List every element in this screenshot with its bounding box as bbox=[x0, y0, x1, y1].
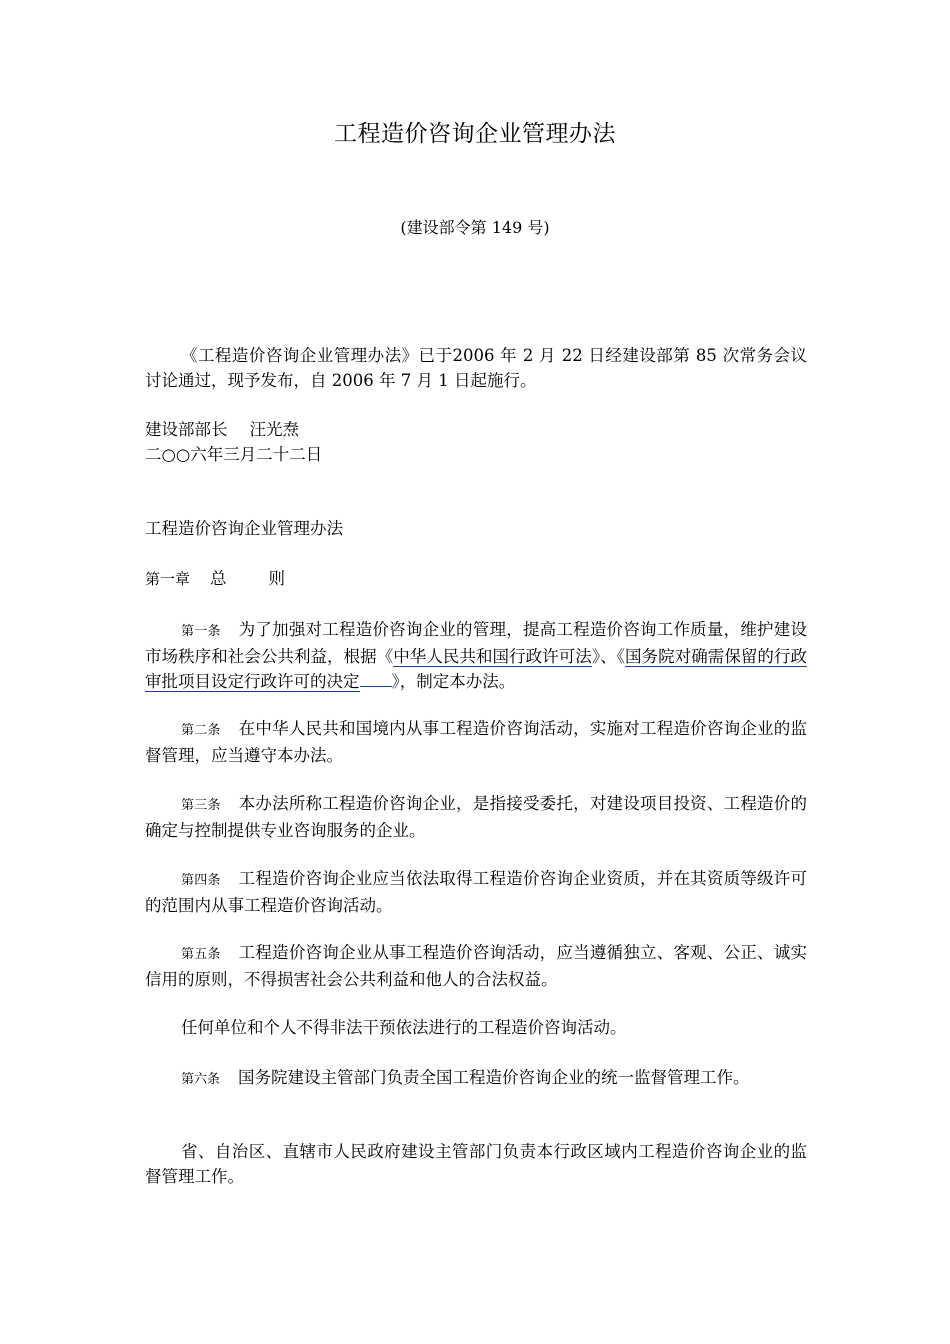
link-underline-pad bbox=[360, 685, 392, 687]
article-5 bbox=[145, 940, 807, 992]
article-label: 第四条 bbox=[181, 873, 221, 888]
body-title: 工程造价咨询企业管理办法 bbox=[145, 519, 343, 538]
law-link-administrative-licensing[interactable]: 中华人民共和国行政许可法 bbox=[393, 647, 592, 666]
article-4 bbox=[145, 866, 807, 918]
chapter-name-part1: 总 bbox=[210, 569, 227, 588]
article-6-paragraph-2 bbox=[145, 1139, 807, 1189]
article-label: 第五条 bbox=[181, 947, 221, 962]
signer-name: 汪光焘 bbox=[249, 420, 299, 439]
intro-paragraph: 《工程造价咨询企业管理办法》已于2006 年 2 月 22 日经建设部第 85 次常务会议讨论通过，现予发布，自 2006 年 7 月 1 日起施行。 bbox=[145, 346, 807, 390]
article-text-after: 》，制定本办法。 bbox=[391, 672, 516, 691]
article-text: 本办法所称工程造价咨询企业，是指接受委托，对建设项目投资、工程造价的确定与控制提供专业咨询服务的企业。 bbox=[145, 794, 807, 840]
article-label: 第三条 bbox=[181, 798, 221, 813]
article-2 bbox=[145, 716, 807, 768]
article-1 bbox=[145, 617, 807, 694]
signer-line bbox=[145, 417, 807, 442]
chapter-number: 第一章 bbox=[145, 570, 191, 588]
chapter-heading bbox=[145, 566, 807, 592]
article-text: 任何单位和个人不得非法干预依法进行的工程造价咨询活动。 bbox=[181, 1018, 627, 1037]
article-label: 第二条 bbox=[181, 723, 221, 738]
article-text: 为了加强对工程造价咨询企业的管理，提高工程造价咨询工作质量，维护建设市场秩序和社会公共利益，根据《 bbox=[145, 620, 807, 666]
article-text: 国务院建设主管部门负责全国工程造价咨询企业的统一监督管理工作。 bbox=[238, 1068, 750, 1087]
document-subtitle: (建设部令第 149 号) bbox=[400, 218, 550, 237]
article-text-middle: 》、《 bbox=[591, 647, 626, 666]
article-label: 第六条 bbox=[181, 1072, 221, 1087]
chapter-name-part2: 则 bbox=[268, 569, 286, 588]
document-date: 二○○六年三月二十二日 bbox=[145, 445, 323, 464]
document-title: 工程造价咨询企业管理办法 bbox=[334, 121, 616, 147]
article-6 bbox=[145, 1065, 807, 1092]
article-text: 在中华人民共和国境内从事工程造价咨询活动，实施对工程造价咨询企业的监督管理，应当遵守本办法。 bbox=[145, 719, 807, 765]
article-text: 工程造价咨询企业应当依法取得工程造价咨询企业资质，并在其资质等级许可的范围内从事工程造价咨询活动。 bbox=[145, 869, 807, 915]
signer-title: 建设部部长 bbox=[145, 420, 228, 439]
article-label: 第一条 bbox=[181, 624, 221, 639]
article-5-paragraph-2 bbox=[145, 1015, 807, 1040]
article-text: 工程造价咨询企业从事工程造价咨询活动，应当遵循独立、客观、公正、诚实信用的原则，不得损害社会公共利益和他人的合法权益。 bbox=[145, 943, 807, 989]
law-link-state-council-decision[interactable]: 国务院对确需保留的行政审批项目设定行政许可的决定 bbox=[145, 647, 808, 691]
article-3 bbox=[145, 791, 807, 843]
article-text: 省、自治区、直辖市人民政府建设主管部门负责本行政区域内工程造价咨询企业的监督管理工作。 bbox=[145, 1142, 807, 1186]
